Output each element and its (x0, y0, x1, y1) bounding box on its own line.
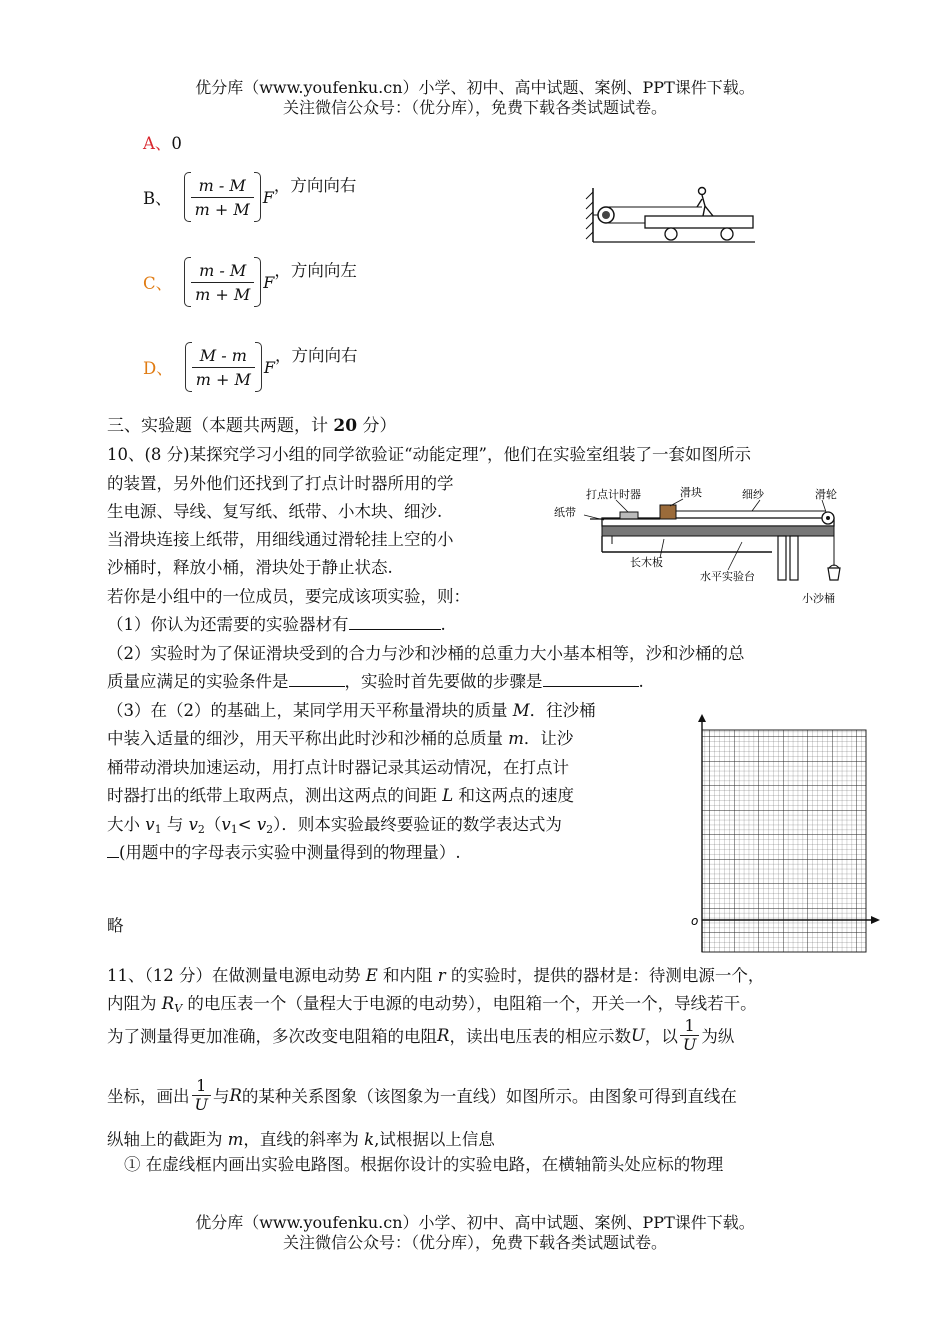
q11-E: E (365, 966, 378, 985)
origin-label: o (691, 914, 699, 928)
q11-l4a: 坐标，画出 (107, 1087, 190, 1106)
choice-c-expression (184, 257, 261, 307)
q11-l3d: 为纵 (701, 1027, 735, 1046)
y-arrow-icon (698, 714, 706, 722)
choice-d (143, 342, 357, 392)
q11-l5c: ,试根据以上信息 (374, 1130, 495, 1149)
frac2-num: 1 (192, 1077, 211, 1096)
q11-l2a: 内阻为 (107, 994, 162, 1013)
label-bucket: 小沙桶 (802, 592, 835, 605)
q10-p3e-sub4: 2 (266, 823, 274, 836)
choice-a (143, 130, 182, 154)
choice-c-direction: ，方向向左 (274, 261, 357, 280)
q11-l5a: 纵轴上的截距为 (107, 1130, 228, 1149)
choice-c-force: F (263, 272, 275, 292)
q10-p3e-sub3: 1 (230, 823, 238, 836)
q11-l3c: ，以 (644, 1027, 678, 1046)
section-3-score: 20 (333, 416, 358, 436)
cart-body (645, 216, 753, 228)
q11-l2b: 的电压表一个（量程大于电源的电动势），电阻箱一个，开关一个，导线若干。 (182, 994, 757, 1013)
q10-p3e-v2: v (188, 815, 198, 834)
q11-line-3 (107, 1012, 734, 1058)
q10-p3e-v3: v (221, 815, 231, 834)
label-table: 水平实验台 (700, 570, 755, 583)
choice-b-direction: ，方向向右 (273, 176, 357, 195)
q11-R2: R (229, 1085, 242, 1105)
q10-line-4: 当滑块连接上纸带，用细线通过滑轮挂上空的小 (107, 530, 454, 549)
q10-line-2: 的装置，另外他们还找到了打点计时器所用的学 (107, 474, 454, 493)
q11-l5b: ，直线的斜率为 (243, 1130, 365, 1149)
choice-c (143, 257, 357, 307)
q11-line-5 (107, 1126, 495, 1150)
q10-part-3f (107, 839, 461, 863)
q11-RV: R (161, 994, 175, 1013)
choice-b-numerator: m - M (191, 176, 254, 198)
q10-p3b-b: ．让沙 (523, 729, 574, 748)
q11-l1b: 和内阻 (377, 966, 438, 985)
q11-l4c: 的某种关系图象（该图象为一直线）如图所示。由图象可得到直线在 (241, 1087, 737, 1106)
q11-R: R (437, 1025, 450, 1045)
q10-p3d-a: 时器打出的纸带上取两点，测出这两点的间距 (107, 786, 443, 805)
choice-a-label: A、 (143, 134, 172, 153)
section-3-title (107, 411, 396, 436)
one-over-U-1 (680, 1017, 699, 1054)
q10-part-2b-b: ，实验时首先要做的步骤是 (344, 672, 543, 691)
choice-b-denominator: m + M (194, 199, 250, 219)
choice-d-numerator: M - m (192, 346, 255, 368)
q10-omit: 略 (107, 916, 124, 935)
choice-d-direction: ，方向向右 (274, 346, 358, 365)
q10-part-2b (107, 668, 644, 692)
cart-pulley-figure (585, 180, 760, 250)
q10-part-2a: （2）实验时为了保证滑块受到的合力与沙和沙桶的总重力大小基本相等，沙和沙桶的总 (107, 644, 745, 663)
q11-l3b: ，读出电压表的相应示数 (449, 1027, 631, 1046)
q10-line-1: 10、(8 分)某探究学习小组的同学欲验证“动能定理”，他们在实验室组装了一套如图所示 (107, 445, 751, 464)
q10-p3e-sub1: 1 (154, 823, 162, 836)
q10-p3e-sub2: 2 (197, 823, 205, 836)
q10-part-3a (107, 697, 596, 721)
choice-b-expression (184, 172, 261, 222)
header-line-2: 关注微信公众号：（优分库），免费下载各类试题试卷。 (282, 98, 667, 117)
choice-d-denominator: m + M (195, 369, 251, 389)
q11-line-6: ① 在虚线框内画出实验电路图。根据你设计的实验电路，在横轴箭头处应标的物理 (124, 1155, 724, 1174)
footer-line-2: 关注微信公众号：（优分库），免费下载各类试题试卷。 (282, 1233, 667, 1252)
frac1-den: U (682, 1034, 697, 1054)
q11-r: r (437, 966, 446, 985)
q10-p3a-b: ．往沙桶 (529, 701, 596, 720)
label-pulley: 滑轮 (815, 488, 837, 501)
person-icon (697, 188, 713, 217)
graph-paper (685, 712, 885, 957)
answer-blank-1[interactable] (349, 615, 441, 630)
q10-part-3f-text: (用题中的字母表示实验中测量得到的物理量）. (119, 843, 461, 862)
choice-b-force: F (262, 187, 274, 207)
q10-p3e-c: （ (204, 815, 222, 834)
q10-part-1-text: （1）你认为还需要的实验器材有 (107, 615, 349, 634)
sand-bucket-icon (828, 568, 840, 580)
answer-blank-3[interactable] (543, 672, 639, 687)
q10-part-2b-end: . (638, 672, 644, 691)
choice-c-denominator: m + M (195, 284, 251, 304)
label-board: 长木板 (630, 556, 663, 569)
q11-line-1 (107, 962, 764, 986)
choice-c-numerator: m - M (191, 261, 254, 283)
choice-a-text: 0 (171, 134, 182, 153)
section-3-title-b: 分） (357, 416, 397, 436)
q10-p3d-b: 和这两点的速度 (453, 786, 574, 805)
answer-blank-2[interactable] (289, 672, 345, 687)
q11-l1c: 的实验时，提供的器材是：待测电源一个， (445, 966, 765, 985)
frac2-den: U (194, 1094, 208, 1114)
section-3-title-a: 三、实验题（本题共两题，计 (107, 416, 334, 436)
q10-part-1 (107, 611, 446, 635)
q10-p3e-lt: < (237, 815, 252, 834)
q10-p3a-a: （3）在（2）的基础上，某同学用天平称量滑块的质量 (107, 701, 513, 720)
q10-part-3d (107, 782, 574, 806)
frac1-num: 1 (680, 1017, 699, 1036)
answer-blank-4[interactable] (107, 843, 119, 858)
q10-p3e-v4: v (256, 815, 267, 834)
q10-p3b-a: 中装入适量的细沙，用天平称出此时沙和沙桶的总质量 (107, 729, 509, 748)
q11-l3a: 为了测量得更加准确，多次改变电阻箱的电阻 (107, 1027, 437, 1046)
q10-line-5: 沙桶时，释放小桶，滑块处于静止状态. (107, 558, 393, 577)
choice-b (143, 172, 356, 222)
choice-d-expression (185, 342, 262, 392)
choice-d-force: F (263, 357, 275, 377)
q11-l4b: 与 (212, 1087, 230, 1106)
one-over-U-2 (192, 1077, 211, 1114)
q11-U: U (630, 1025, 645, 1045)
x-arrow-icon (871, 916, 880, 924)
q11-k: k (364, 1130, 375, 1149)
q10-line-6: 若你是小组中的一位成员，要完成该项实验，则： (107, 587, 470, 606)
apparatus-figure (552, 482, 852, 607)
q10-p3e-v1: v (145, 815, 155, 834)
q10-part-3c: 桶带动滑块加速运动，用打点计时器记录其运动情况，在打点计 (107, 758, 569, 777)
choice-c-label: C、 (143, 274, 173, 293)
q11-l1a: 11、（12 分）在做测量电源电动势 (107, 966, 366, 985)
q10-p3e-a: 大小 (107, 815, 146, 834)
q11-m: m (227, 1130, 244, 1149)
q10-p3d-L: L (442, 786, 454, 805)
q11-line-4 (107, 1072, 737, 1118)
q10-p3e-d: ）．则本实验最终要验证的数学表达式为 (273, 815, 562, 834)
q10-p3e-b: 与 (161, 815, 189, 834)
choice-d-label: D、 (143, 359, 173, 378)
slider-block (660, 505, 676, 519)
lab-table (602, 526, 834, 536)
q10-p3b-m: m (508, 729, 524, 748)
label-timer: 打点计时器 (586, 488, 641, 501)
label-string: 细纱 (742, 488, 764, 501)
footer-line-1: 优分库（www.youfenku.cn）小学、初中、高中试题、案例、PPT课件下载。 (195, 1213, 755, 1232)
choice-b-label: B、 (143, 189, 172, 208)
q10-part-3e (107, 811, 562, 836)
label-slider: 滑块 (680, 486, 702, 499)
q10-part-1-end: . (440, 615, 446, 634)
q10-p3a-M: M (512, 701, 530, 720)
q11-V: V (174, 1002, 183, 1015)
q10-line-3: 生电源、导线、复写纸、纸带、小木块、细沙. (107, 502, 443, 521)
header-line-1: 优分库（www.youfenku.cn）小学、初中、高中试题、案例、PPT课件下载。 (195, 78, 755, 97)
label-tape: 纸带 (554, 506, 576, 519)
q10-part-3b (107, 725, 573, 749)
q10-part-2b-a: 质量应满足的实验条件是 (107, 672, 289, 691)
